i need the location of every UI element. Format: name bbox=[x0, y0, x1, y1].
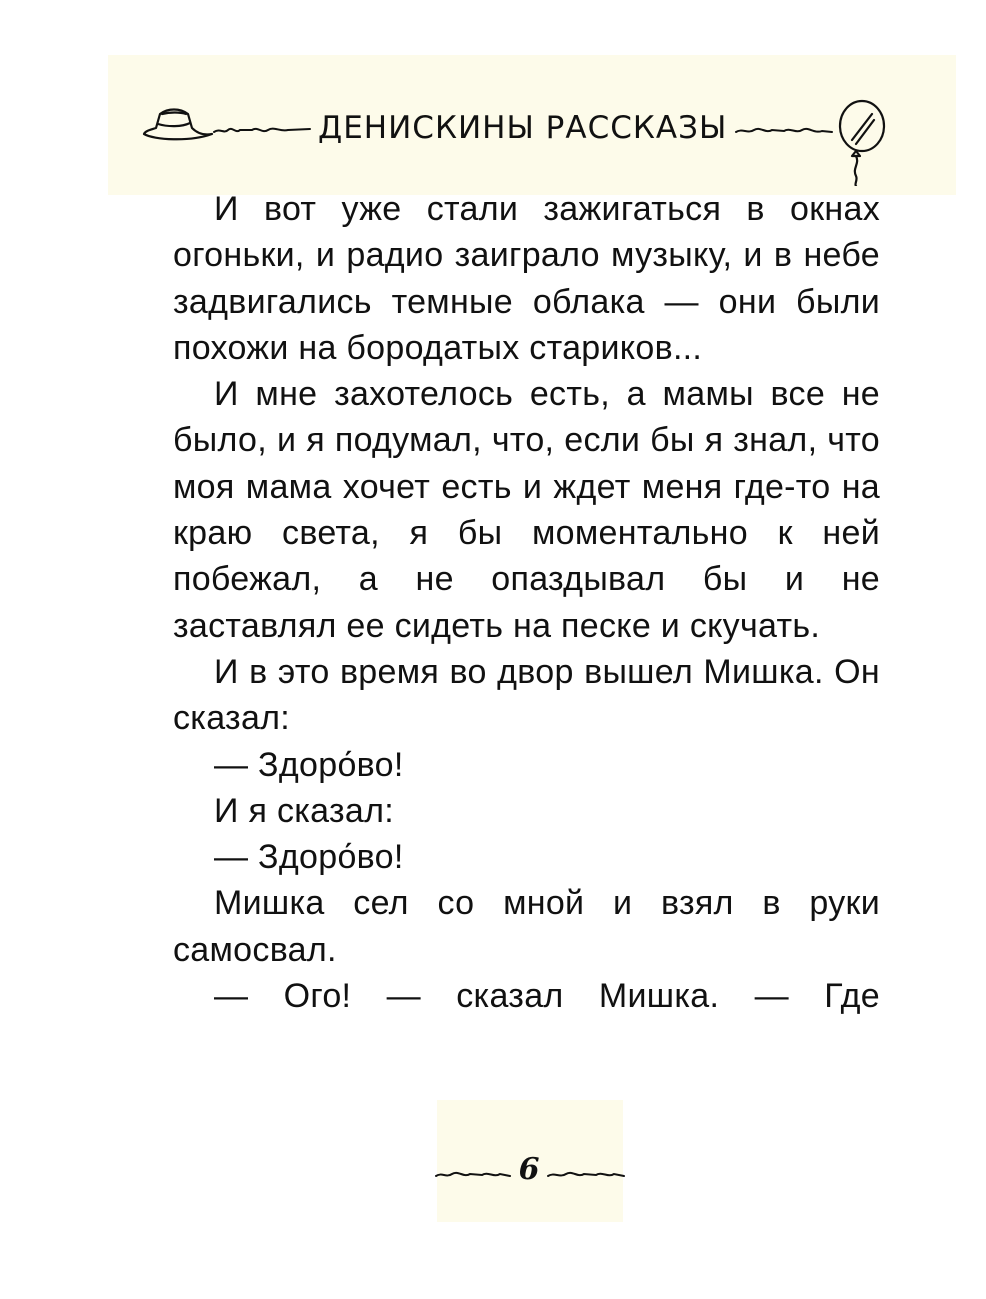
dialogue-line: — Ого! — сказал Мишка. — Где bbox=[214, 977, 880, 1016]
hat-icon bbox=[144, 110, 212, 140]
dialogue-line: — Здоро́во! bbox=[214, 838, 404, 877]
paragraph: И мне захотелось есть, а мамы все не было, и я подумал, что, если бы я знал, что моя мама хочет есть и ждет меня где-то на краю света, я бы моментально к ней побежал, а не опаздывал бы и не заставлял ее сидеть на песке и скучать. bbox=[173, 375, 880, 645]
dialogue-line: — Здоро́во! bbox=[214, 745, 404, 784]
footer-left-squiggle bbox=[436, 1173, 510, 1176]
story-text bbox=[173, 186, 880, 1019]
paragraph: И вот уже стали зажигаться в окнах огоньки, и радио заиграло музыку, и в небе задвигались темные облака — они были похожи на бородатых стариков... bbox=[173, 190, 880, 367]
footer-right-squiggle bbox=[548, 1173, 624, 1176]
paragraph: И я сказал: bbox=[214, 791, 394, 830]
page-footer bbox=[432, 1150, 632, 1200]
page-number: 6 bbox=[518, 1152, 540, 1187]
paragraph: Мишка сел со мной и взял в руки самосвал. bbox=[173, 884, 880, 969]
balloon-icon bbox=[840, 101, 884, 186]
book-title: ДЕНИСКИНЫ РАССКАЗЫ bbox=[318, 110, 728, 146]
running-header bbox=[140, 96, 900, 186]
left-squiggle bbox=[214, 129, 310, 132]
right-squiggle bbox=[736, 129, 832, 132]
paragraph: И в это время во двор вышел Мишка. Он сказал: bbox=[173, 652, 880, 738]
